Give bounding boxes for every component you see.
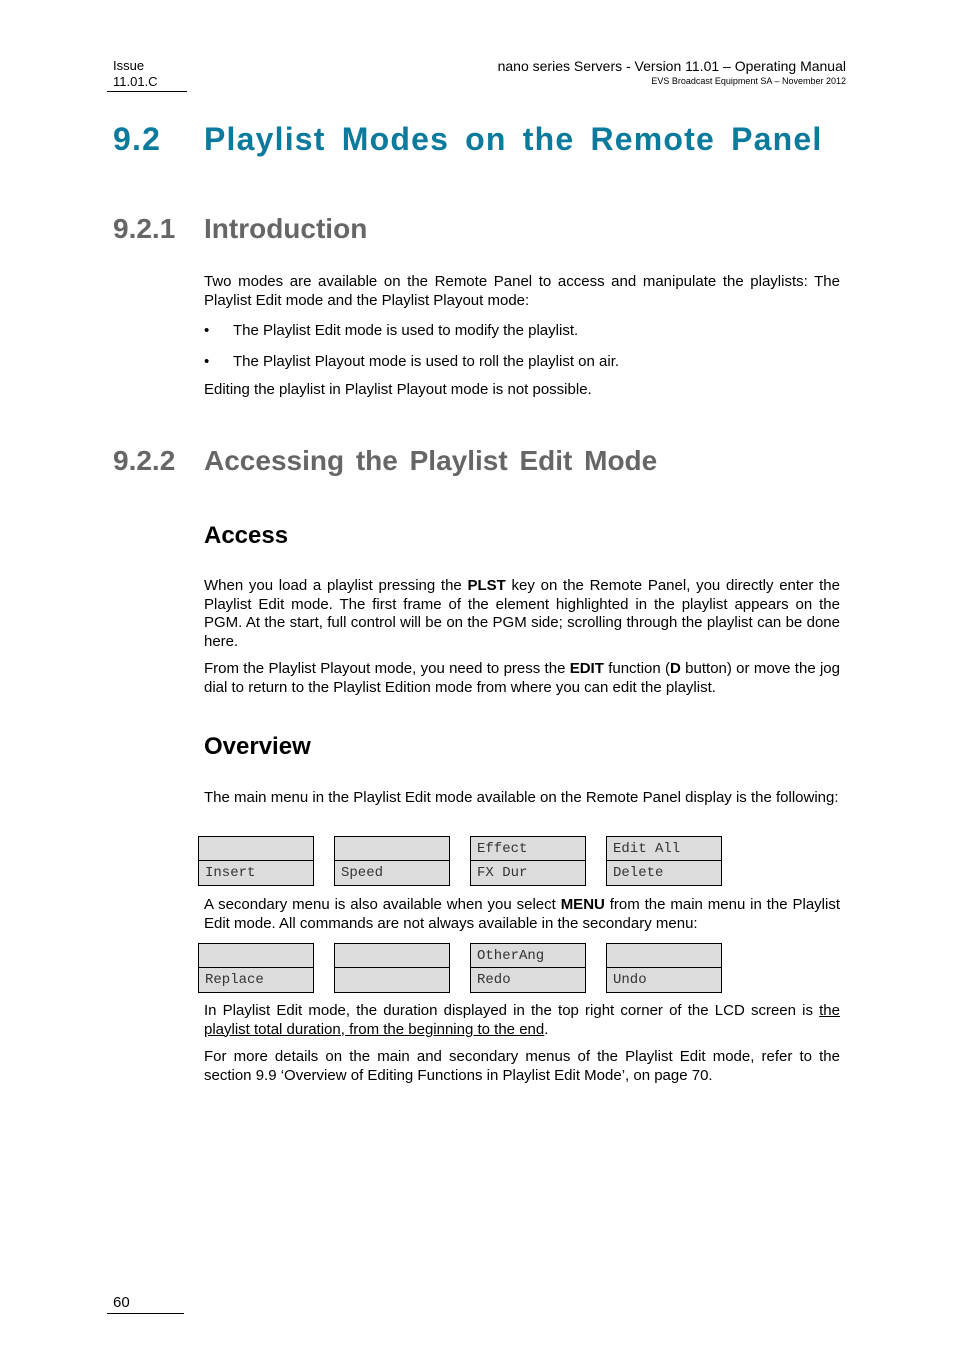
bullet-text: The Playlist Edit mode is used to modify the playlist. [233,322,579,339]
lcd-cell [470,943,586,993]
overview-paragraph-2 [204,896,840,933]
menu-key-label: MENU [560,896,605,913]
lcd-cell [606,836,722,886]
intro-title: Introduction [204,213,368,244]
lcd-cell-bottom: Speed [341,865,384,881]
page-number: 60 [113,1294,130,1311]
text-run: A secondary menu is also available when you select [204,896,561,913]
text-run: In Playlist Edit mode, the duration displayed in the top right corner of the LCD screen is [204,1002,820,1019]
lcd-cell-top [199,944,313,968]
intro-paragraph: Two modes are available on the Remote Panel to access and manipulate the playlists: The Playlist Edit mode and the Playlist Playout mode: [204,273,840,309]
lcd-cell-top: OtherAng [471,944,585,968]
lcd-cell-bottom: FX Dur [477,865,528,881]
lcd-cell [198,943,314,993]
bullet-icon: • [204,353,210,370]
access-section-number: 9.2.2 [113,445,176,476]
lcd-cell [470,836,586,886]
lcd-cell-bottom: Insert [205,865,256,881]
lcd-cell-bottom: Replace [205,972,264,988]
lcd-cell-top [335,837,449,861]
section-number: 9.2 [113,121,162,157]
text-run: from the main menu in the Playlist Edit mode. All commands are not always available in the secondary menu: [204,896,840,932]
overview-paragraph-1: The main menu in the Playlist Edit mode available on the Remote Panel display is the following: [204,789,839,806]
d-key-label: D [670,660,681,677]
text-run: When you load a playlist pressing the [204,577,468,594]
issue-label: Issue [113,58,145,73]
footer-rule [107,1313,184,1314]
lcd-cell [334,836,450,886]
text-run: From the Playlist Playout mode, you need to press the [204,660,570,677]
section-title: Playlist Modes on the Remote Panel [204,121,823,157]
lcd-cell-top [335,944,449,968]
lcd-cell-bottom: Delete [613,865,664,881]
underlined-text: the playlist total duration, from the beginning to the end [204,1002,840,1038]
bullet-icon: • [204,322,210,339]
text-run: function ( [603,660,671,677]
intro-number: 9.2.1 [113,213,176,244]
overview-heading: Overview [204,733,311,760]
issue-block [113,58,158,90]
text-run: . [544,1020,549,1038]
header-title-block [498,58,846,87]
lcd-cell-top: Edit All [607,837,721,861]
lcd-cell [606,943,722,993]
header-rule [107,91,187,92]
manual-title: nano series Servers - Version 11.01 – Operating Manual [497,58,846,74]
intro-heading [113,213,513,249]
lcd-cell-bottom: Undo [613,972,647,988]
manual-subtitle: EVS Broadcast Equipment SA – November 2012 [651,76,846,86]
intro-note: Editing the playlist in Playlist Playout mode is not possible. [204,381,592,398]
access-section-heading [113,445,813,481]
text-run: button) or move the jog dial to return to the Playlist Edition mode from where you can edit the playlist. [204,660,840,696]
access-heading: Access [204,522,289,549]
lcd-cell [198,836,314,886]
overview-paragraph-4: For more details on the main and secondary menus of the Playlist Edit mode, refer to the section 9.9 ‘Overview of Editing Functions in Playlist Edit Mode’, on page 70. [204,1048,840,1084]
lcd-cell-top [607,944,721,968]
section-heading [113,121,853,161]
lcd-cell-bottom [335,968,449,992]
lcd-cell-top: Effect [471,837,585,861]
lcd-cell [334,943,450,993]
access-section-title: Accessing the Playlist Edit Mode [204,445,658,476]
bullet-text: The Playlist Playout mode is used to roll the playlist on air. [233,353,620,370]
text-run: key on the Remote Panel, you directly enter the Playlist Edit mode. The first frame of the element highlighted in the playlist appears on the PGM. At the start, full control will be on the PGM side; scrolling through the playlist can be done here. [204,577,840,650]
plst-key-label: PLST [467,577,506,594]
lcd-cell-top [199,837,313,861]
edit-key-label: EDIT [569,660,604,677]
overview-paragraph-3 [204,1002,840,1039]
access-paragraph-2 [204,660,840,697]
issue-number: 11.01.C [113,74,158,89]
access-paragraph-1 [204,577,840,651]
lcd-cell-bottom: Redo [477,972,511,988]
